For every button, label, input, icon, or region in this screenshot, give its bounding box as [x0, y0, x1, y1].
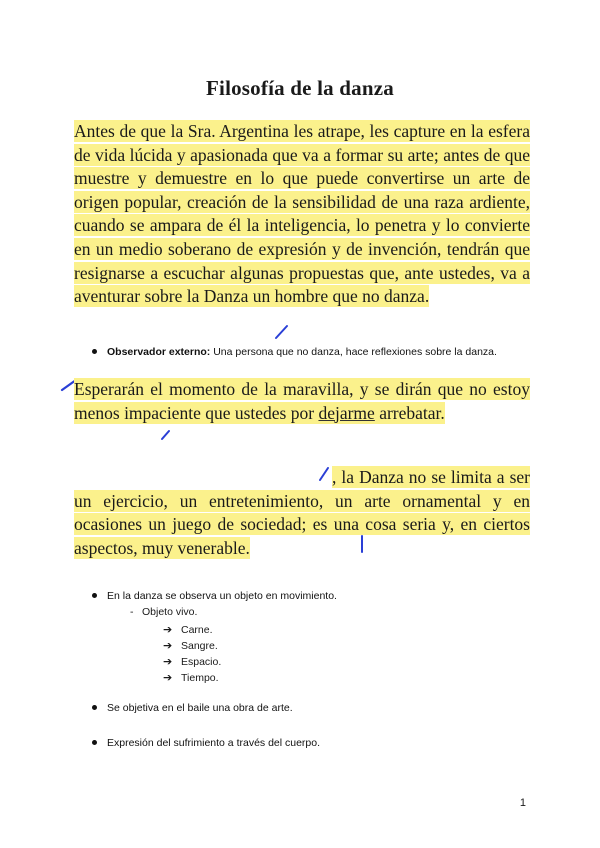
arrow-item-3	[163, 655, 221, 668]
highlight-3: , la Danza no se limita a ser un ejercicio, un entretenimiento, un arte ornamental y en ocasiones un juego de sociedad; es una cosa seria y, en ciertos aspectos, muy venerable.	[74, 467, 530, 558]
bullet-icon	[92, 705, 97, 710]
list-item-2	[92, 702, 293, 714]
arrow-item-3-text: Espacio.	[181, 656, 222, 668]
arrow-item-2-text: Sangre.	[181, 640, 218, 652]
arrow-right-icon: ➔	[163, 656, 173, 668]
highlight-2	[74, 378, 530, 424]
quote-paragraph-3	[74, 466, 530, 560]
arrow-item-1	[163, 623, 213, 636]
bullet-icon	[92, 593, 97, 598]
list-item-1	[92, 590, 337, 602]
quote-paragraph-1	[74, 120, 530, 309]
note-label: Observador externo:	[107, 346, 211, 358]
quote2-text-end: arrebatar.	[374, 402, 445, 423]
arrow-item-1-text: Carne.	[181, 624, 213, 636]
arrow-item-4	[163, 671, 219, 684]
quote2-text: Esperarán el momento de la maravilla, y se dirán que no estoy menos impaciente que ustedes por	[74, 379, 530, 423]
dash-icon: -	[130, 606, 134, 618]
list-item-2-text: Se objetiva en el baile una obra de arte.	[107, 702, 293, 714]
arrow-item-4-text: Tiempo.	[181, 672, 219, 684]
list-item-3-text: Expresión del sufrimiento a través del cuerpo.	[107, 737, 321, 749]
pen-mark-close-1	[272, 322, 292, 342]
arrow-right-icon: ➔	[163, 624, 173, 636]
arrow-right-icon: ➔	[163, 672, 173, 684]
highlight-1: Antes de que la Sra. Argentina les atrape, les capture en la esfera de vida lúcida y apasionada que va a formar su arte; antes de que muestre y demuestre en lo que puede convertirse un arte de origen popular, creación de la sensibilidad de una raza ardiente, cuando se ampara de él la inteligencia, lo penetra y lo convierte en un medio soberano de expresión y de invención, tendrán que resignarse a escuchar algunas propuestas que, ante ustedes, va a aventurar sobre la Danza un hombre que no danza.	[74, 121, 530, 307]
arrow-item-2	[163, 639, 218, 652]
list-item-1-text: En la danza se observa un objeto en movimiento.	[107, 590, 337, 602]
quote-paragraph-2	[74, 378, 530, 425]
page-title: Filosofía de la danza	[206, 76, 394, 100]
note-text: Una persona que no danza, hace reflexiones sobre la danza.	[210, 346, 497, 358]
quote2-underlined: dejarme	[318, 402, 375, 423]
sub-item-1	[130, 606, 197, 618]
note-observador	[92, 346, 497, 358]
pen-mark-close-3	[354, 534, 374, 554]
bullet-icon	[92, 349, 97, 354]
arrow-right-icon: ➔	[163, 640, 173, 652]
sub-item-1-text: Objeto vivo.	[142, 606, 198, 618]
bullet-icon	[92, 740, 97, 745]
page-number: 1	[519, 797, 526, 809]
list-item-3	[92, 737, 320, 749]
pen-mark-close-2	[158, 424, 178, 444]
